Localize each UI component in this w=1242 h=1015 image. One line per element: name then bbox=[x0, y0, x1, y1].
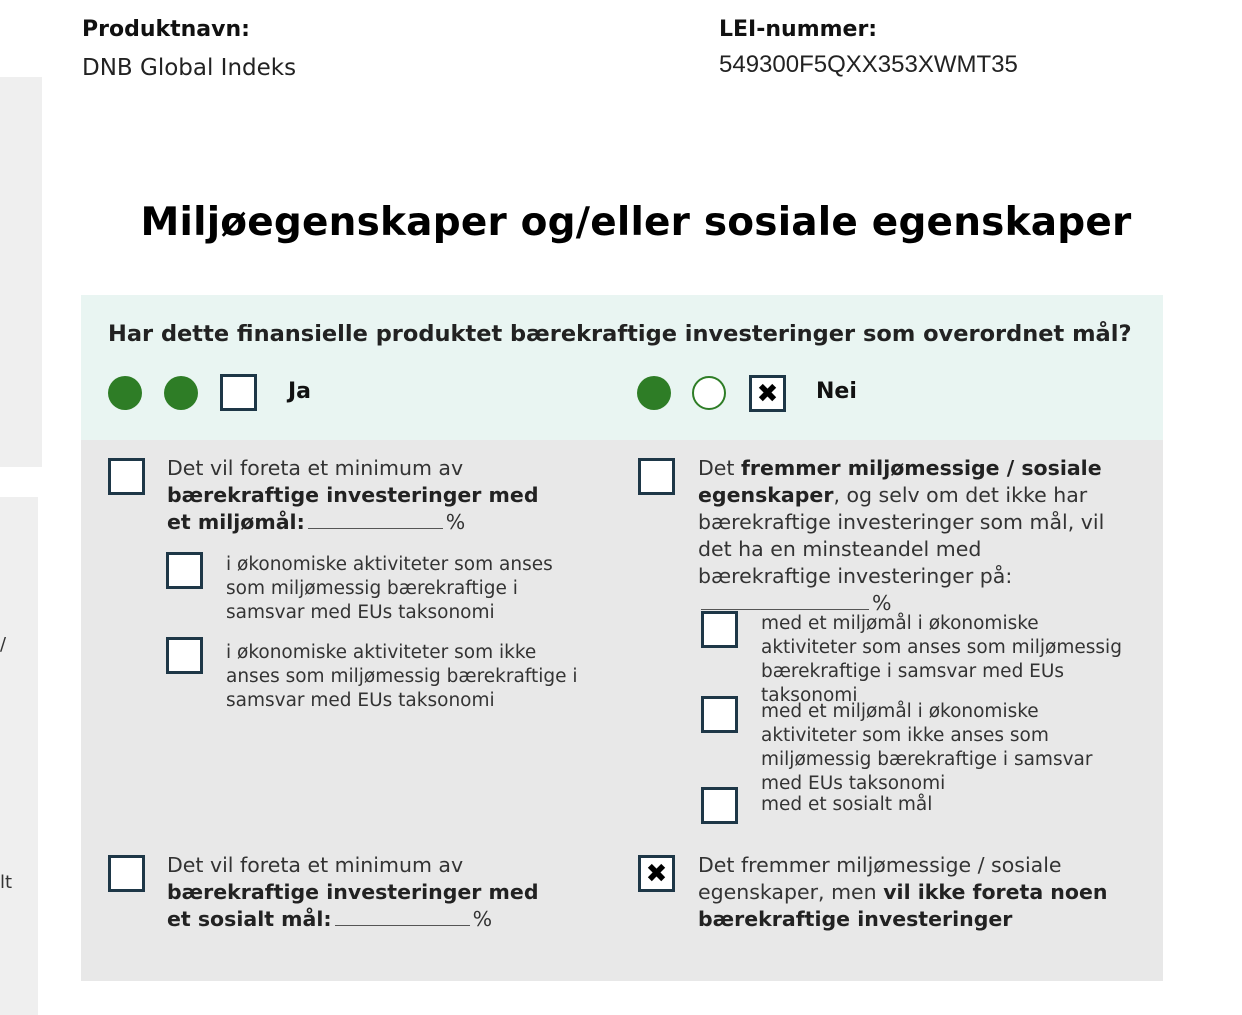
env-not-aligned-checkbox[interactable] bbox=[166, 637, 203, 674]
green-dot-icon bbox=[108, 376, 142, 410]
yes-checkbox[interactable] bbox=[220, 374, 257, 411]
env-taxonomy-aligned-checkbox[interactable] bbox=[166, 552, 203, 589]
check-mark-icon bbox=[223, 377, 254, 408]
empty-dot-icon bbox=[692, 376, 726, 410]
lei-value: 549300F5QXX353XWMT35 bbox=[719, 51, 1018, 78]
check-mark-icon bbox=[111, 461, 142, 492]
side-panel-bottom bbox=[0, 497, 38, 1015]
promote-social-checkbox[interactable] bbox=[701, 787, 738, 824]
promote-env-not-aligned-text: med et miljømål i økonomiske aktiviteter som ikke anses som miljømessig bærekraftige i samsvar med EUs taksonomi bbox=[761, 701, 1093, 794]
env-investment-text: Det vil foreta et minimum av bærekraftige investeringer med et miljømål: % bbox=[167, 456, 539, 534]
promote-characteristics-text: Det fremmer miljømessige / sosiale egenskaper, og selv om det ikke har bærekraftige investeringer som mål, vil det ha en minsteandel med bærekraftige investeringer på:% bbox=[698, 456, 1105, 615]
social-investment-checkbox[interactable] bbox=[108, 855, 145, 892]
promote-social-text: med et sosialt mål bbox=[761, 794, 933, 815]
section-title: Miljøegenskaper og/eller sosiale egenskaper bbox=[140, 200, 1132, 245]
side-panel-top bbox=[0, 77, 42, 467]
check-mark-icon: ✖ bbox=[645, 858, 668, 889]
check-mark-icon bbox=[641, 461, 672, 492]
env-investment-checkbox[interactable] bbox=[108, 458, 145, 495]
promote-env-aligned-checkbox[interactable] bbox=[701, 611, 738, 648]
question-text: Har dette finansielle produktet bærekraftige investeringer som overordnet mål? bbox=[108, 321, 1132, 347]
question-box bbox=[81, 295, 1163, 440]
side-fragment: lt bbox=[0, 872, 13, 893]
lei-label: LEI-nummer: bbox=[719, 17, 878, 42]
check-mark-icon: ✖ bbox=[756, 378, 779, 409]
promote-characteristics-checkbox[interactable] bbox=[638, 458, 675, 495]
product-name-value: DNB Global Indeks bbox=[82, 55, 297, 81]
env-not-aligned-text: i økonomiske aktiviteter som ikke anses som miljømessig bærekraftige i samsvar med EUs taksonomi bbox=[226, 642, 578, 711]
yes-label: Ja bbox=[288, 379, 312, 404]
social-investment-text: Det vil foreta et minimum av bærekraftige investeringer med et sosialt mål: % bbox=[167, 853, 539, 931]
no-label: Nei bbox=[816, 379, 857, 404]
env-taxonomy-aligned-text: i økonomiske aktiviteter som anses som miljømessig bærekraftige i samsvar med EUs taksonomi bbox=[226, 554, 553, 623]
green-dot-icon bbox=[637, 376, 671, 410]
side-fragment: / bbox=[0, 634, 7, 655]
product-name-label: Produktnavn: bbox=[82, 17, 250, 42]
check-mark-icon bbox=[111, 858, 142, 889]
green-dot-icon bbox=[164, 376, 198, 410]
no-sustainable-investments-text: Det fremmer miljømessige / sosiale egenskaper, men vil ikke foreta noen bærekraftige investeringer bbox=[698, 853, 1108, 931]
promote-env-aligned-text: med et miljømål i økonomiske aktiviteter som anses som miljømessig bærekraftige i samsvar med EUs taksonomi bbox=[761, 613, 1122, 706]
no-sustainable-investments-checkbox[interactable] bbox=[638, 855, 675, 892]
no-checkbox[interactable] bbox=[749, 375, 786, 412]
promote-env-not-aligned-checkbox[interactable] bbox=[701, 696, 738, 733]
